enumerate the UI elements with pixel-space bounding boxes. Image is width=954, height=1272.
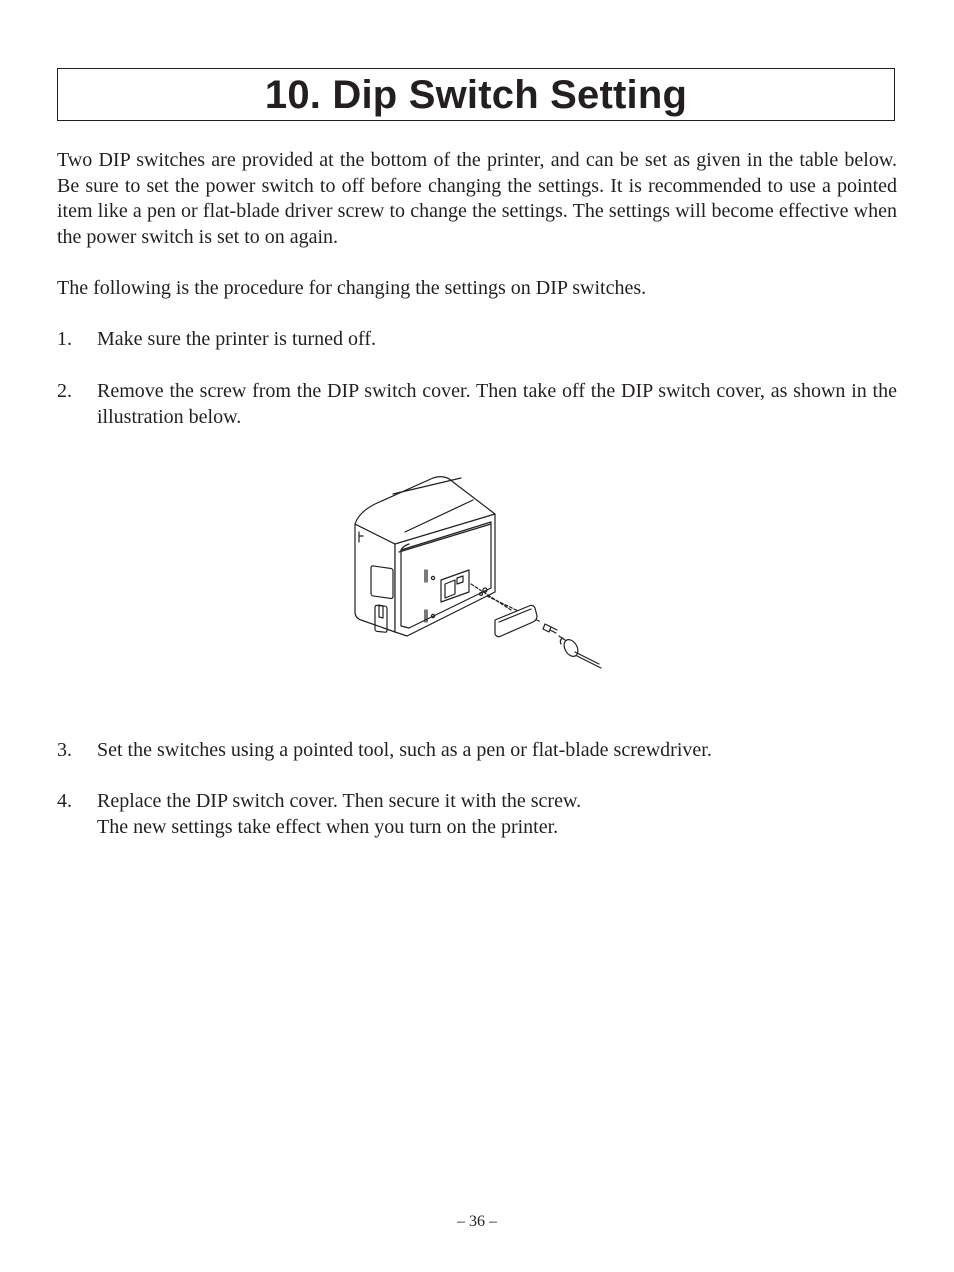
step-number: 1. bbox=[57, 328, 72, 350]
dip-switch-cover-illustration bbox=[345, 472, 607, 672]
intro-paragraph: Two DIP switches are provided at the bottom of the printer, and can be set as given in the table below. Be sure to set the power switch to off before changing the settings. It is recommended to use a pointed item like a pen or flat-blade driver screw to change the settings. The settings will become effective when the power switch is set to on again. bbox=[57, 149, 897, 249]
screwdriver-icon bbox=[559, 636, 601, 668]
step-text: Make sure the printer is turned off. bbox=[97, 328, 376, 350]
procedure-intro: The following is the procedure for changing the settings on DIP switches. bbox=[57, 277, 647, 299]
page-title: 10. Dip Switch Setting bbox=[264, 72, 688, 117]
screw-icon bbox=[543, 624, 557, 633]
step-number: 3. bbox=[57, 739, 72, 761]
step-text-continued: The new settings take effect when you turn on the printer. bbox=[97, 815, 559, 838]
step-number: 2. bbox=[57, 380, 72, 402]
title-box bbox=[57, 68, 895, 121]
step-1 bbox=[57, 327, 897, 353]
step-number: 4. bbox=[57, 790, 72, 812]
step-2 bbox=[57, 379, 897, 430]
page-number: – 36 – bbox=[457, 1213, 497, 1230]
step-text: Remove the screw from the DIP switch cover. Then take off the DIP switch cover, as shown in the illustration below. bbox=[97, 380, 897, 428]
step-text: Replace the DIP switch cover. Then secure it with the screw. bbox=[97, 790, 582, 812]
step-4 bbox=[57, 789, 897, 840]
step-text: Set the switches using a pointed tool, such as a pen or flat-blade screwdriver. bbox=[97, 739, 712, 761]
step-3 bbox=[57, 738, 897, 764]
